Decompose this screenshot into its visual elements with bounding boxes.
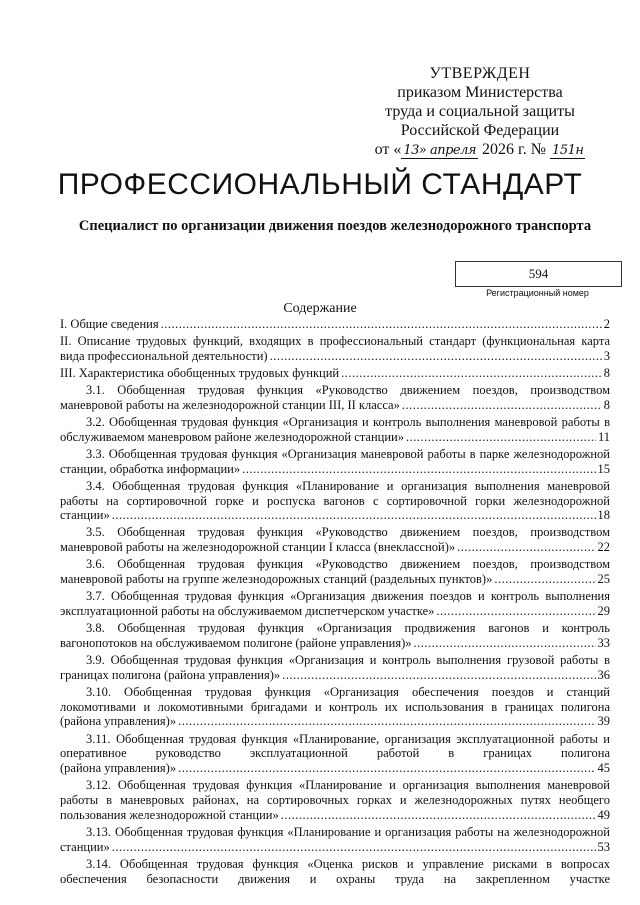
toc-entry-title: маневровой работы на железнодорожной станции III, II класса» [60, 397, 400, 412]
toc-entry-line: работы на сортировочной горке и роспуска вагонов с сортировочной горки железнодорожной [60, 493, 610, 508]
toc-page-number: 3 [603, 348, 610, 363]
toc-page-number: 8 [603, 397, 610, 412]
toc-leader-dots [178, 761, 595, 776]
toc-entry-title: пользования железнодорожной станции» [60, 807, 279, 822]
toc-entry-title: (района управления)» [60, 714, 177, 729]
toc-entry-title: I. Общие сведения [60, 317, 159, 331]
approval-line-ministry: приказом Министерства [397, 84, 563, 101]
toc-entry-title: маневровой работы на группе железнодорожных станций (раздельных пунктов)» [60, 572, 493, 587]
toc-page-number: 2 [603, 317, 610, 331]
toc-entry-line: обеспечения безопасности движения и охраны труда на закрепленном участке [60, 871, 610, 886]
page-subtitle: Специалист по организации движения поездов железнодорожного транспорта [78, 218, 592, 234]
toc-entry-title: границах полигона (района управления)» [60, 667, 281, 682]
toc-entry-title: вагонопотоков на обслуживаемом полигоне (районе управления)» [60, 635, 412, 650]
toc-leader-dots [406, 430, 596, 445]
toc-leader-dots [282, 668, 595, 683]
toc-entry-title: станции, обработка информации» [60, 461, 241, 476]
toc-entry[interactable] [60, 334, 610, 364]
toc-page-number: 8 [603, 365, 610, 380]
toc-leader-dots [112, 508, 596, 523]
toc-entry-line: 3.1. Обобщенная трудовая функция «Руководство движением поездов, производством [86, 383, 610, 398]
toc-entry-line: 3.9. Обобщенная трудовая функция «Организация и контроль выполнения грузовой работы в [86, 653, 610, 667]
toc-leader-dots [413, 636, 595, 651]
toc-page-number: 22 [597, 540, 610, 555]
toc-leader-dots [178, 714, 595, 729]
approval-block [360, 64, 600, 159]
toc-leader-dots [270, 349, 602, 364]
approval-line-labor: труда и социальной защиты [385, 103, 575, 120]
toc-entry[interactable] [60, 589, 610, 619]
toc-entry-line: 3.4. Обобщенная трудовая функция «Планирование и организация выполнения маневровой [86, 478, 610, 493]
toc-entry[interactable] [60, 557, 610, 587]
toc-leader-dots [112, 840, 596, 855]
toc-entry-line: 3.10. Обобщенная трудовая функция «Организация обеспечения поездов и станций [86, 684, 610, 699]
toc-entry-line: 3.7. Обобщенная трудовая функция «Организация движения поездов и контроль выполнения [86, 589, 610, 604]
toc-entry-title: станции» [60, 508, 110, 523]
date-year: 2026 г. № [482, 141, 547, 158]
toc-leader-dots [494, 572, 595, 587]
toc-entry[interactable] [60, 685, 610, 729]
toc-entry[interactable] [60, 415, 610, 445]
toc-page-number: 15 [597, 461, 610, 476]
toc-entry-line: 3.13. Обобщенная трудовая функция «Планирование и организация работы на железнодорожной [86, 824, 610, 839]
toc-entry-line: 3.3. Обобщенная трудовая функция «Организация маневровой работы в парке железнодорожной [86, 446, 610, 461]
approval-line-federation: Российской Федерации [400, 122, 560, 139]
toc-page-number: 25 [597, 572, 610, 587]
approval-heading: УТВЕРЖДЕН [429, 65, 531, 82]
date-day-handwritten: 13» апреля [403, 143, 477, 158]
toc-page-number: 53 [597, 839, 610, 854]
toc-entry-title: (района управления)» [60, 761, 177, 776]
toc-entry[interactable] [60, 653, 610, 683]
toc-leader-dots [281, 808, 596, 823]
page-title: ПРОФЕССИОНАЛЬНЫЙ СТАНДАРТ [57, 168, 583, 201]
toc-leader-dots [161, 317, 602, 332]
toc-entry-title: обслуживаемом маневровом районе железнодорожной станции» [60, 429, 404, 444]
toc-entry-line: 3.8. Обобщенная трудовая функция «Организация продвижения вагонов и контроль [86, 621, 610, 636]
toc-page-number: 36 [597, 667, 610, 682]
toc-entry-line: 3.14. Обобщенная трудовая функция «Оценка рисков и управление рисками в вопросах [86, 856, 610, 871]
toc-leader-dots [457, 540, 595, 555]
toc-entry-line: 3.2. Обобщенная трудовая функция «Организация и контроль выполнения маневровой работы в [86, 414, 610, 429]
toc-entry-line: 3.12. Обобщенная трудовая функция «Планирование и организация выполнения маневровой [86, 778, 610, 793]
toc-page-number: 29 [597, 604, 610, 619]
toc-entry[interactable] [60, 621, 610, 651]
registration-number-box: 594 [455, 261, 622, 287]
approval-date-line [360, 140, 600, 159]
toc-entry-line: работы в маневровых районах, на сортировочных горках и железнодорожных путях необщего [60, 793, 610, 808]
date-prefix: от « [374, 141, 402, 158]
toc-entry[interactable] [60, 447, 610, 477]
toc-entry[interactable] [60, 778, 610, 822]
toc-entry[interactable] [60, 857, 610, 887]
table-of-contents [60, 317, 610, 889]
registration-number-label: Регистрационный номер [486, 288, 589, 298]
toc-entry[interactable] [60, 732, 610, 776]
toc-page-number: 33 [597, 635, 610, 650]
toc-page-number: 39 [597, 714, 610, 729]
toc-heading: Содержание [283, 301, 357, 316]
toc-entry-title: станции» [60, 839, 110, 854]
toc-entry-title: эксплуатационной работы на обслуживаемом диспетчерском участке» [60, 604, 435, 619]
toc-entry-line: 3.11. Обобщенная трудовая функция «Планирование, организация эксплуатационной работы и [86, 731, 610, 746]
toc-leader-dots [436, 604, 595, 619]
toc-entry-title: вида профессиональной деятельности) [60, 348, 268, 363]
toc-entry[interactable] [60, 383, 610, 413]
toc-entry[interactable] [60, 317, 610, 332]
toc-page-number: 49 [597, 807, 610, 822]
toc-entry[interactable] [60, 525, 610, 555]
order-number-handwritten: 151н [552, 143, 584, 158]
toc-leader-dots [402, 398, 602, 413]
toc-leader-dots [242, 462, 595, 477]
toc-entry-line: оперативное руководство эксплуатационной работой в границах полигона [60, 746, 610, 761]
toc-page-number: 11 [597, 429, 610, 444]
toc-entry-line: 3.5. Обобщенная трудовая функция «Руководство движением поездов, производством [86, 525, 610, 540]
toc-page-number: 18 [597, 508, 610, 523]
toc-entry-title: маневровой работы на железнодорожной станции I класса (внеклассной)» [60, 540, 456, 555]
toc-leader-dots [341, 366, 602, 381]
toc-entry-title: III. Характеристика обобщенных трудовых функций [60, 365, 340, 380]
toc-entry[interactable] [60, 479, 610, 523]
toc-entry[interactable] [60, 825, 610, 855]
toc-page-number: 45 [597, 761, 610, 776]
toc-entry-line: локомотивами и локомотивными бригадами и контроль их использования в границах полигона [60, 699, 610, 714]
toc-entry-line: 3.6. Обобщенная трудовая функция «Руководство движением поездов, производством [86, 557, 610, 572]
toc-entry[interactable] [60, 366, 610, 381]
toc-entry-line: II. Описание трудовых функций, входящих в профессиональный стандарт (функциональная карта [60, 334, 610, 349]
